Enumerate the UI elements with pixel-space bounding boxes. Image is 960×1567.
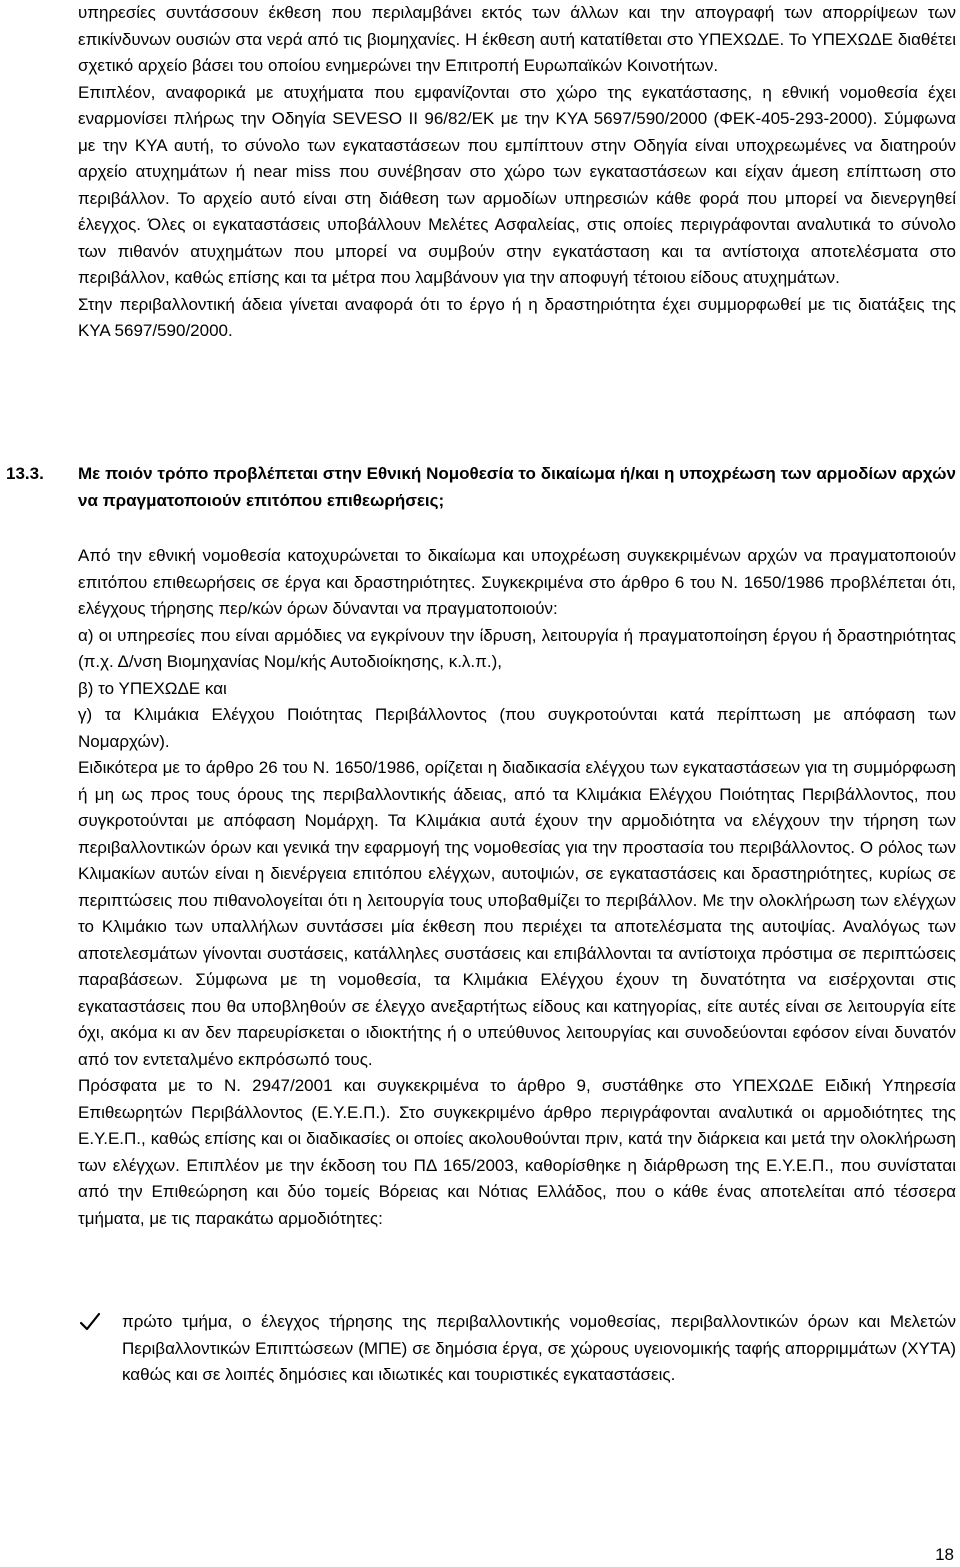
paragraph: Πρόσφατα με το Ν. 2947/2001 και συγκεκριμένα το άρθρο 9, συστάθηκε στο ΥΠΕΧΩΔΕ Ειδική Υπηρεσία Επιθεωρητών Περιβάλλοντος (Ε.Υ.Ε.Π.). Στο συγκεκριμένο άρθρο περιγράφονται αναλυτικά οι αρμοδιότητες της Ε.Υ.Ε.Π., καθώς επίσης και οι διαδικασίες οι οποίες ακολουθούνται πριν, κατά την διάρκεια και μετά την ολοκλήρωση των ελέγχων. Επιπλέον με την έκδοση του ΠΔ 165/2003, καθορίσθηκε η διάρθρωση της Ε.Υ.Ε.Π., που συνίσταται από την Επιθεώρηση και δύο τομείς Βόρειας και Νότιας Ελλάδος, που ο κάθε ένας αποτελείται από τέσσερα τμήματα, με τις παρακάτω αρμοδιότητες: [78,1076,956,1228]
top-text-block [78,0,956,345]
section-number: 13.3. [6,464,44,483]
paragraph: α) οι υπηρεσίες που είναι αρμόδιες να εγκρίνουν την ίδρυση, λειτουργία ή πραγματοποίηση έργου ή δραστηριότητας (π.χ. Δ/νση Βιομηχανίας Νομ/κής Αυτοδιοίκησης, κ.λ.π.), [78,625,956,671]
page-number: 18 [935,1545,954,1564]
checklist-item-text: πρώτο τμήμα, ο έλεγχος τήρησης της περιβαλλοντικής νομοθεσίας, περιβαλλοντικών όρων και Μελετών Περιβαλλοντικών Επιπτώσεων (ΜΠΕ) σε δημόσια έργα, σε χώρους υγειονομικής ταφής απορριμμάτων (ΧΥΤΑ) καθώς και σε λοιπές δημόσιες και ιδιωτικές και τουριστικές εγκαταστάσεις. [122,1312,956,1384]
section-title: Με ποιόν τρόπο προβλέπεται στην Εθνική Νομοθεσία το δικαίωμα ή/και η υποχρέωση των αρμοδίων αρχών να πραγματοποιούν επιτόπου επιθεωρήσεις; [78,464,956,510]
paragraph: Από την εθνική νομοθεσία κατοχυρώνεται το δικαίωμα και υποχρέωση συγκεκριμένων αρχών να πραγματοποιούν επιτόπου επιθεωρήσεις σε έργα και δραστηριότητες. Συγκεκριμένα στο άρθρο 6 του Ν. 1650/1986 προβλέπεται ότι, ελέγχους τήρησης περ/κών όρων δύνανται να πραγματοποιούν: [78,546,956,618]
paragraph: υπηρεσίες συντάσσουν έκθεση που περιλαμβάνει εκτός των άλλων και την απογραφή των απορρίψεων των επικίνδυνων ουσιών στα νερά από τις βιομηχανίες. Η έκθεση αυτή κατατίθεται στο ΥΠΕΧΩΔΕ. Το ΥΠΕΧΩΔΕ διαθέτει σχετικό αρχείο βάσει του οποίου ενημερώνει την Επιτροπή Ευρωπαϊκών Κοινοτήτων. [78,3,956,75]
paragraph: Επιπλέον, αναφορικά με ατυχήματα που εμφανίζονται στο χώρο της εγκατάστασης, η εθνική νομοθεσία έχει εναρμονίσει πλήρως την Οδηγία SEVESO II 96/82/ΕΚ με την ΚΥΑ 5697/590/2000 (ΦΕΚ-405-293-2000). Σύμφωνα με την ΚΥΑ αυτή, το σύνολο των εγκαταστάσεων που εμπίπτουν στην Οδηγία είναι υποχρεωμένες να διατηρούν αρχείο ατυχημάτων ή near miss που συνέβησαν στο χώρο των εγκαταστάσεων και είχαν άμεση επίπτωση στο περιβάλλον. Το αρχείο αυτό είναι στη διάθεση των αρμοδίων υπηρεσιών κάθε φορά που μπορεί να διενεργηθεί έλεγχος. Όλες οι εγκαταστάσεις υποβάλλουν Μελέτες Ασφαλείας, στις οποίες περιγράφονται αναλυτικά το σύνολο των πιθανόν ατυχημάτων που μπορεί να συμβούν στην εγκατάσταση και τα αντίστοιχα αποτελέσματα στο περιβάλλον, καθώς επίσης και τα μέτρα που λαμβάνουν για την αποφυγή τέτοιου είδους ατυχημάτων. [78,82,956,287]
paragraph: β) το ΥΠΕΧΩΔΕ και [78,678,227,698]
body-text-block [78,543,956,1232]
checkmark-icon [78,1309,102,1335]
paragraph: γ) τα Κλιμάκια Ελέγχου Ποιότητας Περιβάλλοντος (που συγκροτούνται κατά περίπτωση με απόφαση των Νομαρχών). [78,705,956,751]
paragraph: Στην περιβαλλοντική άδεια γίνεται αναφορά ότι το έργο ή η δραστηριότητα έχει συμμορφωθεί με τις διατάξεις της ΚΥΑ 5697/590/2000. [78,294,956,340]
paragraph: Ειδικότερα με το άρθρο 26 του Ν. 1650/1986, ορίζεται η διαδικασία ελέγχου των εγκαταστάσεων για τη συμμόρφωση ή μη ως προς τους όρους της περιβαλλοντικής άδειας, από τα Κλιμάκια Ελέγχου Ποιότητας Περιβάλλοντος, που συγκροτούνται με απόφαση Νομάρχη. Τα Κλιμάκια αυτά έχουν την αρμοδιότητα να ελέγχουν την τήρηση των περιβαλλοντικών όρων και γενικά την εφαρμογή της νομοθεσίας για την προστασία του περιβάλλοντος. Ο ρόλος των Κλιμακίων αυτών είναι η διενέργεια επιτόπου ελέγχων, αυτοψιών, σε εγκαταστάσεις και δραστηριότητες, κυρίως σε περιπτώσεις που πιθανολογείται ότι η λειτουργία τους υποβαθμίζει το περιβάλλον. Με την ολοκλήρωση των ελέγχων το Κλιμάκιο των υπαλλήλων συντάσσει μία έκθεση που περιέχει τα αποτελέσματα της αυτοψίας. Αναλόγως των αποτελεσμάτων γίνονται συστάσεις, κατάλληλες συστάσεις και επιβάλλονται τα αντίστοιχα πρόστιμα σε περιπτώσεις παραβάσεων. Σύμφωνα με τη νομοθεσία, τα Κλιμάκια Ελέγχου έχουν τη δυνατότητα να εισέρχονται στις εγκαταστάσεις που θα υποβληθούν σε έλεγχο ανεξαρτήτως είδους και κατηγορίας, είτε αυτές είναι σε λειτουργία είτε όχι, ακόμα κι αν δεν παρευρίσκεται ο ιδιοκτήτης ή ο υπεύθυνος λειτουργίας και συνοδεύονται εφόσον είναι δυνατόν από τον εντεταλμένο εκπρόσωπό τους. [78,758,956,1069]
